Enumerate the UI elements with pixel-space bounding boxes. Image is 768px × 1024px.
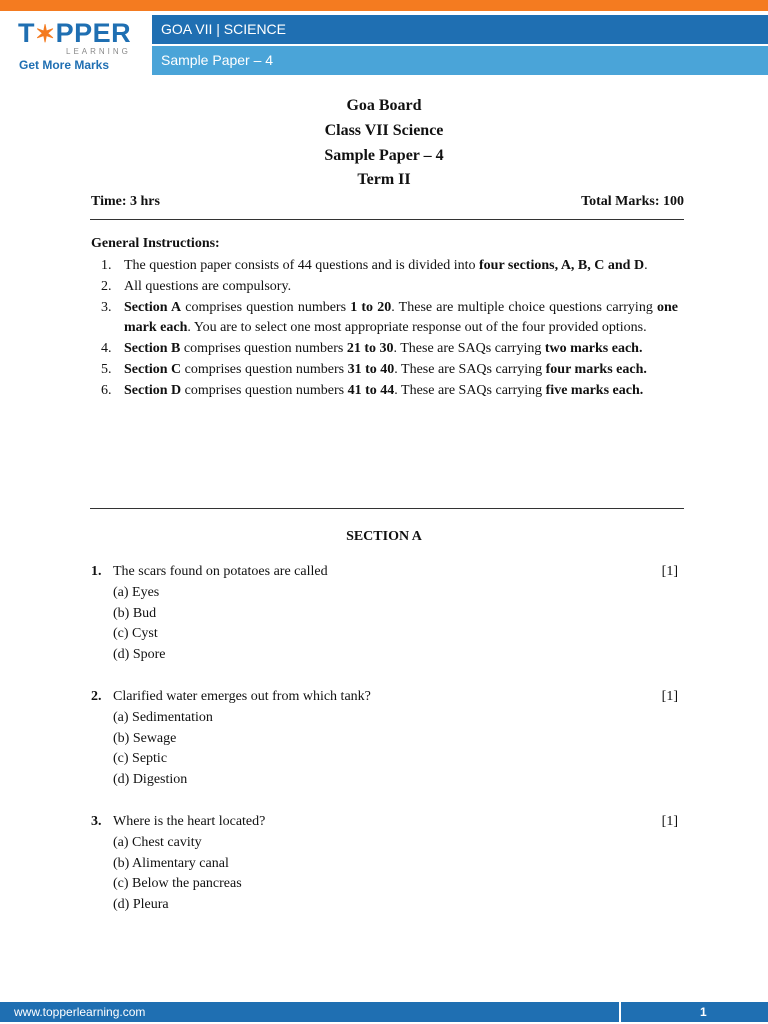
instruction-text: The question paper consists of 44 questions and is divided into xyxy=(124,258,480,273)
question-number: 2. xyxy=(91,689,102,704)
header-bar-paper xyxy=(152,46,768,75)
instruction-emphasis: five marks each. xyxy=(545,382,644,398)
instruction-emphasis: Section B xyxy=(124,341,181,357)
question-options xyxy=(113,708,213,791)
option-a: (a) Chest cavity xyxy=(113,834,202,850)
page-number: 1 xyxy=(700,1005,707,1019)
instruction-number: 5. xyxy=(101,361,112,377)
instruction-item xyxy=(91,298,678,340)
instruction-emphasis: 1 to 20 xyxy=(350,299,392,315)
question-marks: [1] xyxy=(661,689,678,704)
instructions-list xyxy=(91,256,678,402)
paper-title-sample: Sample Paper – 4 xyxy=(324,147,444,164)
top-orange-stripe xyxy=(0,0,768,11)
footer-divider xyxy=(619,1002,621,1022)
instruction-emphasis: 31 to 40 xyxy=(347,361,395,377)
section-a-title: SECTION A xyxy=(346,529,422,544)
header-paper-text: Sample Paper – 4 xyxy=(161,52,274,68)
instruction-emphasis: one mark each xyxy=(124,299,678,336)
star-icon: ✶ xyxy=(35,21,56,48)
instruction-number: 4. xyxy=(101,341,112,357)
question-options xyxy=(113,583,166,666)
instruction-text: comprises question numbers xyxy=(181,299,351,315)
logo-tagline: Get More Marks xyxy=(19,58,110,72)
instruction-text: comprises question numbers xyxy=(181,361,348,377)
instruction-emphasis: 21 to 30 xyxy=(346,341,394,357)
instruction-emphasis: Section A xyxy=(124,299,182,315)
paper-title-class: Class VII Science xyxy=(324,122,444,139)
option-c: (c) Septic xyxy=(113,751,168,767)
question-marks: [1] xyxy=(661,564,678,579)
instruction-text: . These are SAQs carrying xyxy=(394,382,546,398)
instruction-number: 6. xyxy=(101,382,112,398)
header-subject-text: GOA VII | SCIENCE xyxy=(161,21,287,37)
question-text: Clarified water emerges out from which tank? xyxy=(113,689,371,704)
instruction-item xyxy=(91,339,678,360)
instruction-text: . These are multiple choice questions carrying xyxy=(391,299,657,315)
question-text: The scars found on potatoes are called xyxy=(113,564,328,579)
option-c: (c) Cyst xyxy=(113,626,158,642)
instructions-title: General Instructions: xyxy=(91,236,220,251)
instruction-emphasis: two marks each. xyxy=(544,341,643,357)
instruction-text: . These are SAQs carrying xyxy=(394,361,546,377)
option-b: (b) Alimentary canal xyxy=(113,855,229,871)
option-a: (a) Eyes xyxy=(113,584,160,600)
option-a: (a) Sedimentation xyxy=(113,709,213,725)
instruction-item xyxy=(91,256,678,277)
divider-bottom xyxy=(90,508,684,509)
instruction-number: 2. xyxy=(101,278,112,294)
question-marks: [1] xyxy=(661,814,678,829)
question-text: Where is the heart located? xyxy=(113,814,266,829)
option-d: (d) Digestion xyxy=(113,772,188,788)
footer-website-link[interactable]: www.topperlearning.com xyxy=(14,1005,146,1019)
instruction-text: . xyxy=(644,258,648,273)
total-marks: Total Marks: 100 xyxy=(581,194,684,209)
instruction-text: . You are to select one most appropriate response out of the four provided options. xyxy=(187,320,647,336)
instruction-text: All questions are compulsory. xyxy=(124,278,292,294)
instruction-text: . These are SAQs carrying xyxy=(393,341,545,357)
instruction-text: comprises question numbers xyxy=(181,382,348,398)
option-d: (d) Pleura xyxy=(113,897,169,913)
logo-letters: PPER xyxy=(55,18,132,48)
option-b: (b) Bud xyxy=(113,605,157,621)
logo-subtext: LEARNING xyxy=(66,47,131,56)
instruction-emphasis: four marks each. xyxy=(545,361,647,377)
paper-title-term: Term II xyxy=(357,171,411,188)
instruction-number: 1. xyxy=(101,258,112,273)
logo-wordmark xyxy=(18,18,131,50)
instruction-emphasis: four sections, A, B, C and D xyxy=(479,258,645,273)
instruction-item xyxy=(91,381,678,402)
option-b: (b) Sewage xyxy=(113,730,177,746)
topper-learning-logo xyxy=(18,18,132,76)
instruction-emphasis: Section C xyxy=(124,361,182,377)
question-options xyxy=(113,833,242,916)
instruction-emphasis: Section D xyxy=(124,382,182,398)
instruction-text: comprises question numbers xyxy=(180,341,347,357)
instruction-number: 3. xyxy=(101,299,112,315)
question-number: 1. xyxy=(91,564,102,579)
instruction-item xyxy=(91,360,678,381)
divider-top xyxy=(90,219,684,220)
option-c: (c) Below the pancreas xyxy=(113,876,242,892)
paper-title-board: Goa Board xyxy=(346,97,422,114)
question-number: 3. xyxy=(91,814,102,829)
option-d: (d) Spore xyxy=(113,647,166,663)
time-allowed: Time: 3 hrs xyxy=(91,194,160,209)
instruction-item xyxy=(91,277,678,298)
header-bar-subject xyxy=(152,15,768,44)
instruction-emphasis: 41 to 44 xyxy=(347,382,395,398)
logo-letter-t: T xyxy=(18,18,35,48)
footer-bar xyxy=(0,1002,768,1022)
